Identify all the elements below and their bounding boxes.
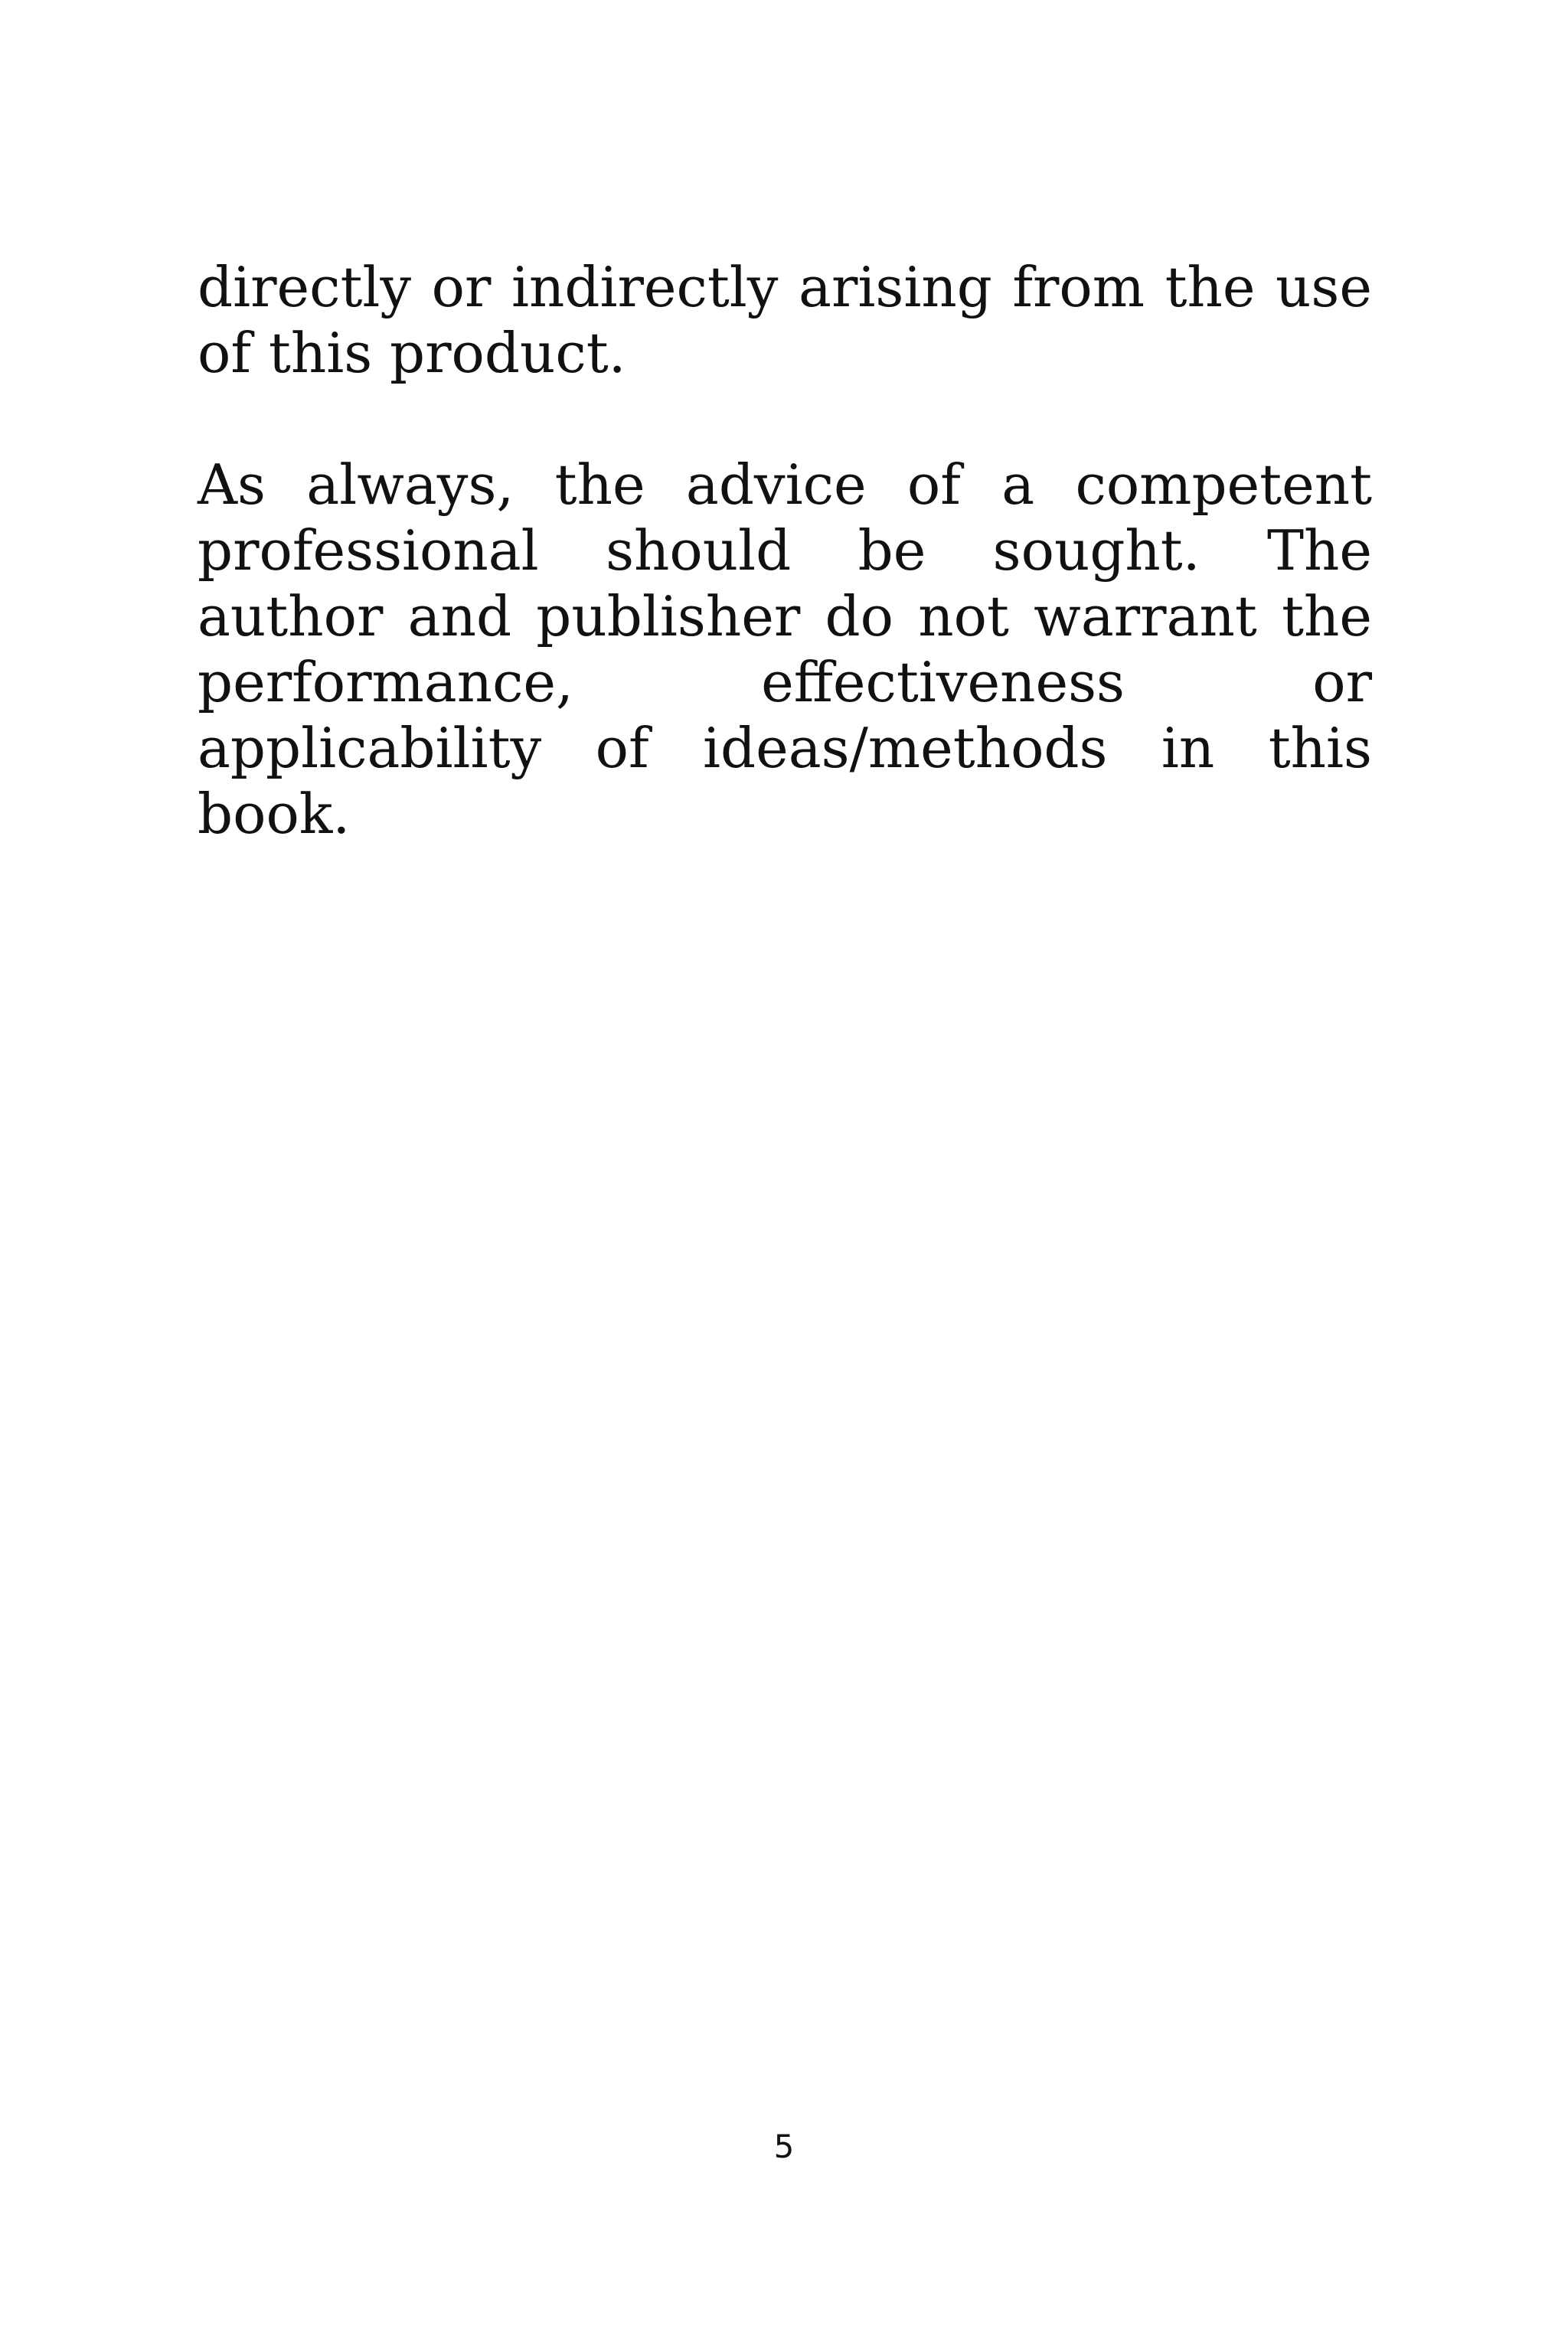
- paragraph-professional-advice: As always, the advice of a competent professional should be sought. The author and publisher do not warrant the performance, effectiveness or applicability of ideas/methods in this book.: [198, 452, 1372, 846]
- paragraph-liability-continuation: directly or indirectly arising from the use of this product.: [198, 255, 1372, 385]
- page-number: 5: [773, 2128, 795, 2165]
- body-text: [198, 254, 1372, 847]
